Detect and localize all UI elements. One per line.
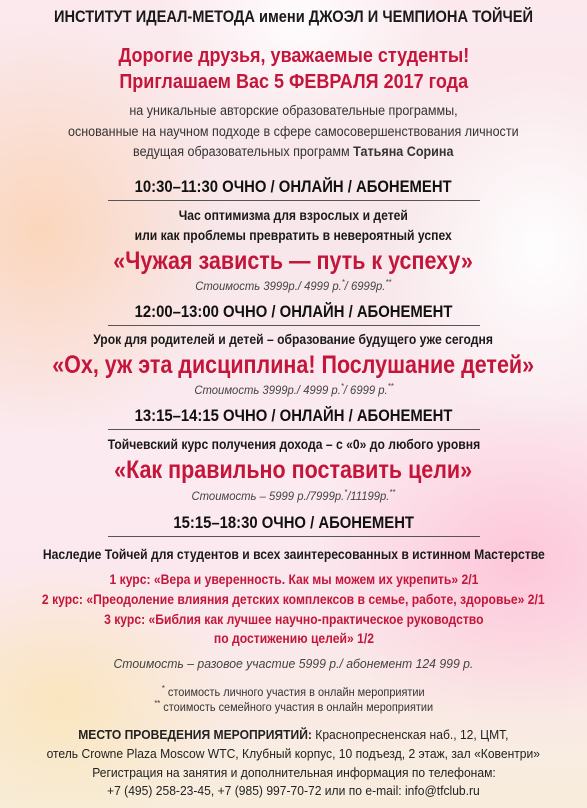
session-2-divider — [108, 325, 480, 326]
registration-line: Регистрация на занятия и дополнительная информация по телефонам: — [91, 765, 496, 780]
course-1: 1 курс: «Вера и уверенность. Как мы можем их укрепить» 2/1 — [109, 572, 478, 587]
venue-line-1: МЕСТО ПРОВЕДЕНИЯ МЕРОПРИЯТИЙ: Краснопресненская наб., 12, ЦМТ, — [78, 727, 509, 742]
session-4-time: 15:15–18:30 ОЧНО / АБОНЕМЕНТ — [173, 514, 414, 532]
footnote-1: * стоимость личного участия в онлайн мероприятии — [162, 684, 425, 699]
footnote-2: ** стоимость семейного участия в онлайн мероприятии — [154, 699, 433, 714]
greeting-line-2: Приглашаем Вас 5 ФЕВРАЛЯ 2017 года — [119, 71, 468, 93]
session-1-divider — [108, 200, 480, 201]
institute-title: ИНСТИТУТ ИДЕАЛ-МЕТОДА имени ДЖОЭЛ И ЧЕМПИОНА ТОЙЧЕЙ — [53, 7, 534, 26]
session-2-subtitle: Урок для родителей и детей – образование будущего уже сегодня — [93, 332, 494, 347]
session-2-time: 12:00–13:00 ОЧНО / ОНЛАЙН / АБОНЕМЕНТ — [134, 303, 453, 321]
course-3-line-2: по достижению целей» 1/2 — [213, 631, 374, 646]
session-1-subtitle-1: Час оптимизма для взрослых и детей — [178, 208, 409, 223]
course-3-line-1: 3 курс: «Библия как лучшее научно-практическое руководство — [103, 612, 484, 627]
session-3-divider — [108, 429, 480, 430]
session-1-price: Стоимость 3999р./ 4999 р.*/ 6999р.** — [195, 278, 392, 293]
session-2-topic: «Ох, уж эта дисциплина! Послушание детей» — [52, 351, 535, 379]
intro-line-2: основанные на научном подходе в сфере самосовершенствования личности — [68, 124, 519, 139]
session-3-subtitle: Тойчевский курс получения дохода – с «0» до любого уровня — [107, 437, 480, 452]
intro-line-1: на уникальные авторские образовательные программы, — [129, 103, 458, 118]
session-2-price: Стоимость 3999р./ 4999 р.*/ 6999 р.** — [193, 382, 394, 397]
venue-line-2: отель Crowne Plaza Moscow WTC, Клубный корпус, 10 подъезд, 2 этаж, зал «Ковентри» — [46, 746, 541, 761]
session-1-topic: «Чужая зависть — путь к успеху» — [113, 247, 474, 275]
contact-line: +7 (495) 258-23-45, +7 (985) 997-70-72 или по e-mail: info@tfclub.ru — [107, 783, 480, 798]
session-4-subtitle: Наследие Тойчей для студентов и всех заинтересованных в истинном Мастерстве — [42, 547, 545, 562]
session-4-price: Стоимость – разовое участие 5999 р./ абонемент 124 999 р. — [113, 656, 474, 671]
session-4-divider — [108, 536, 480, 537]
session-3-price: Стоимость – 5999 р./7999р.*/11199р.** — [191, 488, 396, 503]
session-3-time: 13:15–14:15 ОЧНО / ОНЛАЙН / АБОНЕМЕНТ — [134, 407, 453, 425]
session-3-topic: «Как правильно поставить цели» — [114, 456, 473, 484]
course-2: 2 курс: «Преодоление влияния детских комплексов в семье, работе, здоровье» 2/1 — [42, 592, 545, 607]
intro-line-3: ведущая образовательных программ Татьяна Сорина — [133, 144, 454, 159]
venue-label: МЕСТО ПРОВЕДЕНИЯ МЕРОПРИЯТИЙ: — [78, 727, 313, 742]
session-1-time: 10:30–11:30 ОЧНО / ОНЛАЙН / АБОНЕМЕНТ — [134, 178, 452, 196]
greeting-line-1: Дорогие друзья, уважаемые студенты! — [118, 45, 469, 67]
session-1-subtitle-2: или как проблемы превратить в невероятный успех — [134, 228, 453, 243]
host-name: Татьяна Сорина — [353, 144, 454, 159]
